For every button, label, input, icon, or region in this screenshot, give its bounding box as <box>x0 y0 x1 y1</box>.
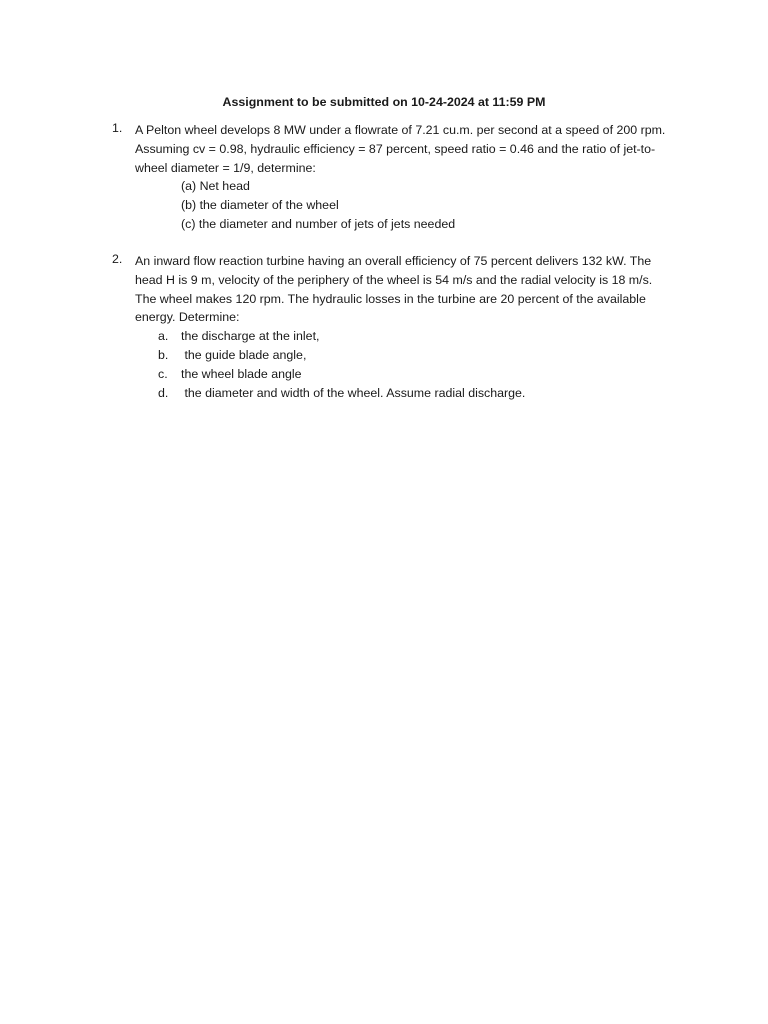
question-2-part-d-letter: d. <box>158 386 169 400</box>
question-2-part-c-letter: c. <box>158 367 168 381</box>
question-2-part-d: the diameter and width of the wheel. Assume radial discharge. <box>181 386 526 400</box>
question-text: An inward flow reaction turbine having an overall efficiency of 75 percent delivers 132 kW. The head H is 9 m, velocity of the periphery of the wheel is 54 m/s and the radial velocity is 18 m/s. The wheel makes 120 rpm. The hydraulic losses in the turbine are 20 percent of the available energy. Determine: <box>135 254 653 325</box>
question-1-part-c: (c) the diameter and number of jets of jets needed <box>181 217 456 231</box>
question-2-part-c: the wheel blade angle <box>181 367 302 381</box>
question-text: A Pelton wheel develops 8 MW under a flowrate of 7.21 cu.m. per second at a speed of 200 rpm. Assuming cv = 0.98, hydraulic efficiency = 87 percent, speed ratio = 0.46 and the ratio of jet-to-wheel diameter = 1/9, determine: <box>135 123 666 175</box>
assignment-title: Assignment to be submitted on 10-24-2024 at 11:59 PM <box>222 95 546 109</box>
question-2-part-a-letter: a. <box>158 329 169 343</box>
question-number: 1. <box>112 121 123 135</box>
question-number: 2. <box>112 252 123 266</box>
question-2-part-a: the discharge at the inlet, <box>181 329 320 343</box>
question-2-part-b: the guide blade angle, <box>181 348 307 362</box>
question-1-part-b: (b) the diameter of the wheel <box>181 198 339 212</box>
question-1-part-a: (a) Net head <box>181 179 250 193</box>
question-2-part-b-letter: b. <box>158 348 169 362</box>
